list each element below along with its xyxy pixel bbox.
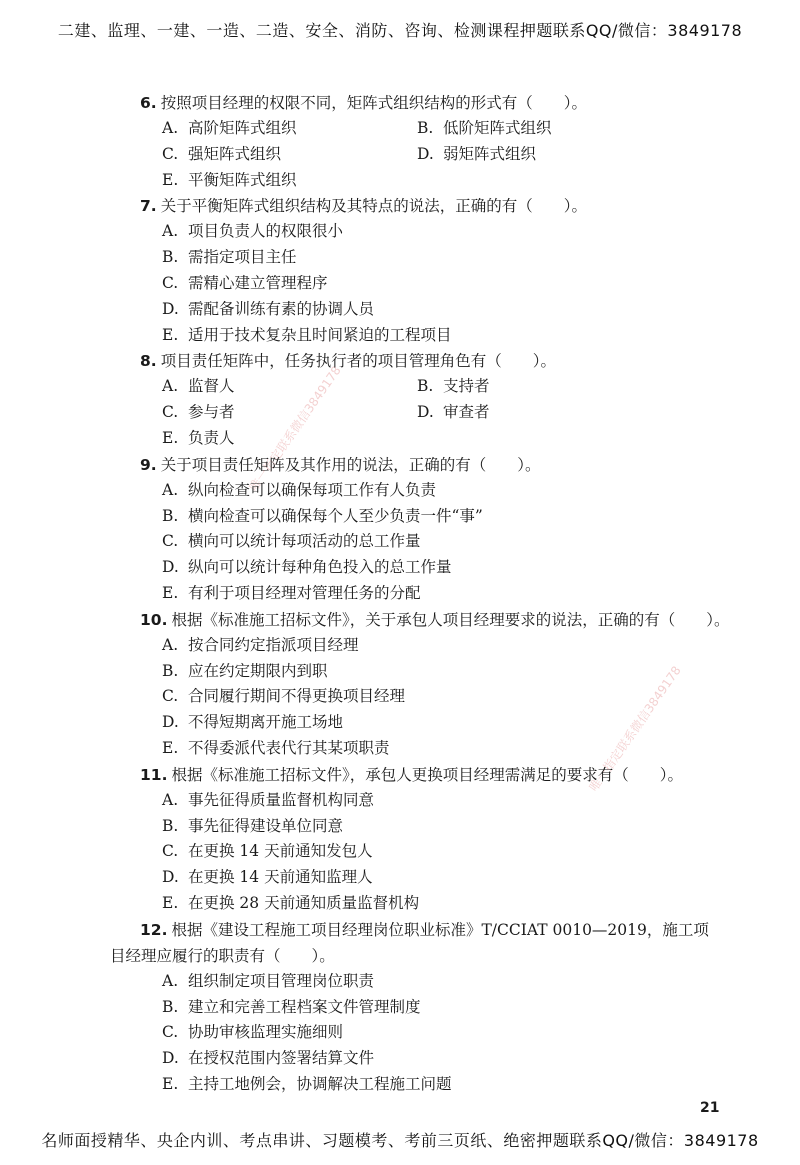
question-10-options xyxy=(162,633,760,762)
option: E. 平衡矩阵式组织 xyxy=(162,170,297,189)
option: D. 在更换 14 天前通知监理人 xyxy=(162,868,373,887)
option: D. 不得短期离开施工场地 xyxy=(162,713,344,732)
footer-banner: 名师面授精华、央企内训、考点串讲、习题模考、考前三页纸、绝密押题联系QQ/微信：3849178 xyxy=(41,1131,759,1150)
option: B. 需指定项目主任 xyxy=(162,248,297,267)
option: C. 参与者 xyxy=(162,403,235,422)
option: D. 在授权范围内签署结算文件 xyxy=(162,1049,375,1068)
question-list xyxy=(110,90,760,1098)
option: B. 建立和完善工程档案文件管理制度 xyxy=(162,997,421,1016)
option: D. 弱矩阵式组织 xyxy=(417,144,537,163)
option: B. 应在约定期限内到职 xyxy=(162,661,328,680)
question-12: 12. 根据《建设工程施工项目经理岗位职业标准》T/CCIAT 0010—2019，施工项 目经理应履行的职责有（ ）。 xyxy=(110,920,709,965)
question-7-options xyxy=(162,219,760,348)
option: A. 监督人 xyxy=(162,377,235,396)
option: D. 纵向可以统计每种角色投入的总工作量 xyxy=(162,558,452,577)
option: B. 事先征得建设单位同意 xyxy=(162,816,344,835)
question-8: 8. 项目责任矩阵中，任务执行者的项目管理角色有（ ）。 xyxy=(140,352,556,371)
option: E. 在更换 28 天前通知质量监督机构 xyxy=(162,893,420,912)
option: B. 支持者 xyxy=(417,377,490,396)
question-9-options xyxy=(162,478,760,607)
question-11-options xyxy=(162,788,760,917)
question-10: 10. 根据《标准施工招标文件》，关于承包人项目经理要求的说法，正确的有（ ）。 xyxy=(140,610,730,629)
option: C. 需精心建立管理程序 xyxy=(162,273,328,292)
option: C. 合同履行期间不得更换项目经理 xyxy=(162,687,406,706)
question-11: 11. 根据《标准施工招标文件》，承包人更换项目经理需满足的要求有（ ）。 xyxy=(140,765,683,784)
option: A. 按合同约定指派项目经理 xyxy=(162,635,359,654)
page-number: 21 xyxy=(700,1100,720,1116)
option: C. 在更换 14 天前通知发包人 xyxy=(162,842,373,861)
watermark-text: 唯一指定联系微信3849178 xyxy=(246,363,344,495)
option: A. 组织制定项目管理岗位职责 xyxy=(162,971,375,990)
option: D. 审查者 xyxy=(417,403,490,422)
header-banner: 二建、监理、一建、一造、二造、安全、消防、咨询、检测课程押题联系QQ/微信：3849178 xyxy=(57,21,743,40)
question-9: 9. 关于项目责任矩阵及其作用的说法，正确的有（ ）。 xyxy=(140,455,541,474)
question-6-options xyxy=(162,116,760,193)
option: B. 低阶矩阵式组织 xyxy=(417,119,552,137)
option: E. 适用于技术复杂且时间紧迫的工程项目 xyxy=(162,325,452,344)
option: B. 横向检查可以确保每个人至少负责一件“事” xyxy=(162,506,483,525)
option: C. 强矩阵式组织 xyxy=(162,144,282,163)
option: A. 事先征得质量监督机构同意 xyxy=(162,790,375,809)
question-7: 7. 关于平衡矩阵式组织结构及其特点的说法，正确的有（ ）。 xyxy=(140,197,587,216)
option: A. 高阶矩阵式组织 xyxy=(162,119,297,137)
option: E. 有利于项目经理对管理任务的分配 xyxy=(162,583,421,602)
option: E. 主持工地例会，协调解决工程施工问题 xyxy=(162,1074,452,1093)
question-8-options xyxy=(162,374,760,451)
watermark-text: 唯一指定联系微信3849178 xyxy=(586,663,684,795)
option: E. 负责人 xyxy=(162,428,235,447)
option: C. 协助审核监理实施细则 xyxy=(162,1023,344,1042)
question-6: 6. 按照项目经理的权限不同，矩阵式组织结构的形式有（ ）。 xyxy=(140,94,587,112)
option: D. 需配备训练有素的协调人员 xyxy=(162,299,375,318)
option: C. 横向可以统计每项活动的总工作量 xyxy=(162,532,421,551)
option: E. 不得委派代表代行其某项职责 xyxy=(162,738,390,757)
question-12-options xyxy=(162,969,760,1098)
option: A. 纵向检查可以确保每项工作有人负责 xyxy=(162,480,437,499)
option: A. 项目负责人的权限很小 xyxy=(162,222,344,241)
